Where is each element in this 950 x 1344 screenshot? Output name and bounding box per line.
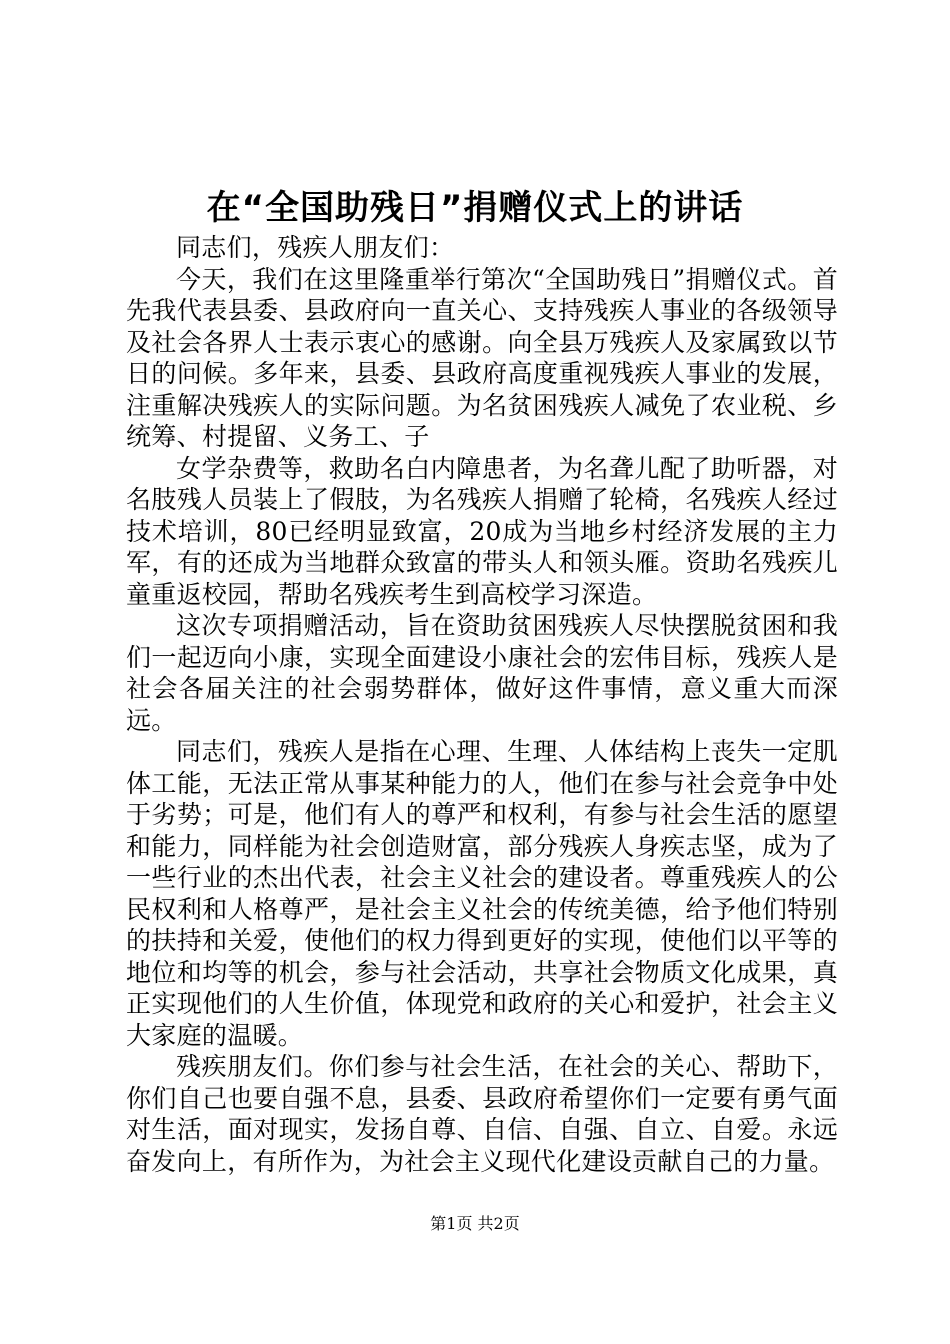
paragraph-4: 同志们，残疾人是指在心理、生理、人体结构上丧失一定肌体工能，无法正常从事某种能力的人，他们在参与社会竞争中处于劣势；可是，他们有人的尊严和权利，有参与社会生活的愿望和能力，同样能为社会创造财富，部分残疾人身疾志坚，成为了一些行业的杰出代表，社会主义社会的建设者。尊重残疾人的公民权利和人格尊严，是社会主义社会的传统美德，给予他们特别的扶持和关爱，使他们的权力得到更好的实现，使他们以平等的地位和均等的机会，参与社会活动，共享社会物质文化成果，真正实现他们的人生价值，体现党和政府的关心和爱护，社会主义大家庭的温暖。 xyxy=(126,737,838,1050)
page-number-footer: 第1页 共2页 xyxy=(430,1214,520,1233)
document-title: 在“全国助残日”捐赠仪式上的讲话 xyxy=(206,188,744,228)
document-body xyxy=(126,232,838,1177)
paragraph-salutation: 同志们，残疾人朋友们： xyxy=(176,233,455,262)
paragraph-1: 今天，我们在这里隆重举行第次“全国助残日”捐赠仪式。首先我代表县委、县政府向一直关心、支持残疾人事业的各级领导及社会各界人士表示衷心的感谢。向全县万残疾人及家属致以节日的问候。多年来，县委、县政府高度重视残疾人事业的发展，注重解决残疾人的实际问题。为名贫困残疾人减免了农业税、乡统筹、村提留、义务工、子 xyxy=(126,264,838,451)
paragraph-2: 女学杂费等，救助名白内障患者，为名聋儿配了助听器，对名肢残人员装上了假肢，为名残疾人捐赠了轮椅，名残疾人经过技术培训，80已经明显致富，20成为当地乡村经济发展的主力军，有的还成为当地群众致富的带头人和领头雁。资助名残疾儿童重返校园，帮助名残疾考生到高校学习深造。 xyxy=(126,453,838,609)
paragraph-5: 残疾朋友们。你们参与社会生活，在社会的关心、帮助下，你们自己也要自强不息，县委、县政府希望你们一定要有勇气面对生活，面对现实，发扬自尊、自信、自强、自立、自爱。永远奋发向上，有所作为，为社会主义现代化建设贡献自己的力量。 xyxy=(126,1052,838,1176)
paragraph-3: 这次专项捐赠活动，旨在资助贫困残疾人尽快摆脱贫困和我们一起迈向小康，实现全面建设小康社会的宏伟目标，残疾人是社会各届关注的社会弱势群体，做好这件事情，意义重大而深远。 xyxy=(126,611,838,735)
